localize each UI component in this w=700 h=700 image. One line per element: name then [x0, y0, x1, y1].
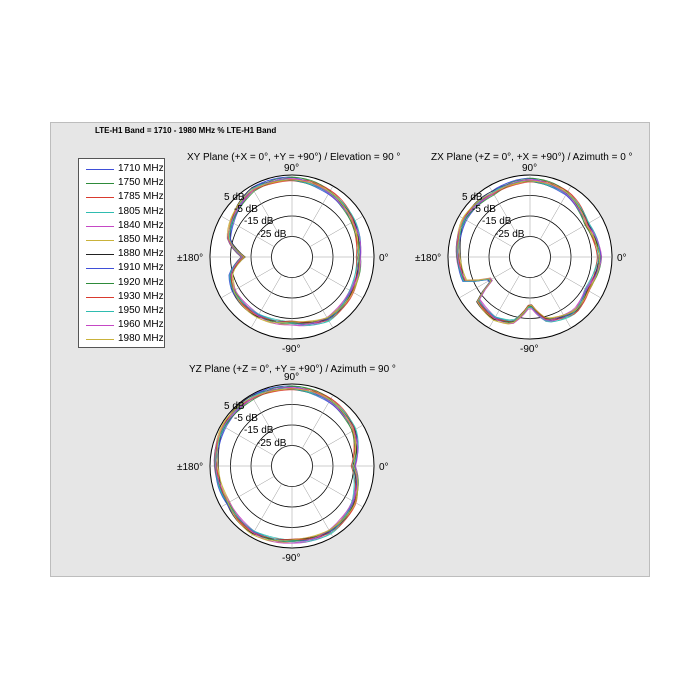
radial-tick-label: -5 dB — [472, 204, 496, 215]
angle-label-bottom: -90° — [520, 344, 539, 355]
angle-label-bottom: -90° — [282, 344, 301, 355]
angle-label-top: 90° — [522, 163, 538, 174]
legend-label: 1910 MHz — [118, 262, 164, 274]
legend-label: 1850 MHz — [118, 234, 164, 245]
angle-label-top: 90° — [284, 372, 300, 383]
angle-label-top: 90° — [284, 163, 300, 174]
legend-label: 1960 MHz — [118, 319, 164, 331]
polar-plot — [177, 163, 389, 355]
radial-tick-label: -15 dB — [244, 425, 274, 436]
radial-tick-label: 5 dB — [224, 192, 245, 203]
polar-plot — [415, 163, 627, 355]
radial-tick-label: 5 dB — [224, 401, 245, 412]
legend-label: 1920 MHz — [118, 276, 164, 288]
radial-tick-label: -15 dB — [244, 216, 274, 227]
angle-label-left: ±180° — [177, 253, 204, 264]
zx-plot-title: ZX Plane (+Z = 0°, +X = +90°) / Azimuth = 0 ° — [431, 152, 633, 163]
angle-label-bottom: -90° — [282, 553, 301, 564]
legend-label: 1750 MHz — [118, 177, 164, 189]
radial-tick-label: -25 dB — [495, 229, 525, 240]
angle-label-right: 0° — [617, 253, 627, 264]
yz-plot-title: YZ Plane (+Z = 0°, +Y = +90°) / Azimuth = 90 ° — [189, 364, 396, 375]
legend-label: 1880 MHz — [118, 248, 164, 260]
legend-label: 1980 MHz — [118, 333, 164, 345]
radial-tick-label: -25 dB — [257, 438, 287, 449]
angle-label-left: ±180° — [177, 462, 204, 473]
xy-plot-title: XY Plane (+X = 0°, +Y = +90°) / Elevation = 90 ° — [187, 152, 401, 163]
legend-label: 1930 MHz — [118, 290, 164, 302]
radial-tick-label: -5 dB — [234, 204, 258, 215]
legend-label: 1710 MHz — [118, 163, 164, 174]
radial-tick-label: 5 dB — [462, 192, 483, 203]
radial-tick-label: -25 dB — [257, 229, 287, 240]
legend-label: 1785 MHz — [118, 191, 164, 203]
legend-label: 1805 MHz — [118, 205, 164, 217]
legend-label: 1950 MHz — [118, 305, 164, 316]
radial-tick-label: -5 dB — [234, 413, 258, 424]
figure-title: LTE-H1 Band = 1710 - 1980 MHz % LTE-H1 Band — [95, 126, 277, 135]
polar-plot — [177, 372, 389, 564]
radial-tick-label: -15 dB — [482, 216, 512, 227]
angle-label-right: 0° — [379, 462, 389, 473]
legend-label: 1840 MHz — [118, 219, 164, 231]
angle-label-left: ±180° — [415, 253, 442, 264]
angle-label-right: 0° — [379, 253, 389, 264]
